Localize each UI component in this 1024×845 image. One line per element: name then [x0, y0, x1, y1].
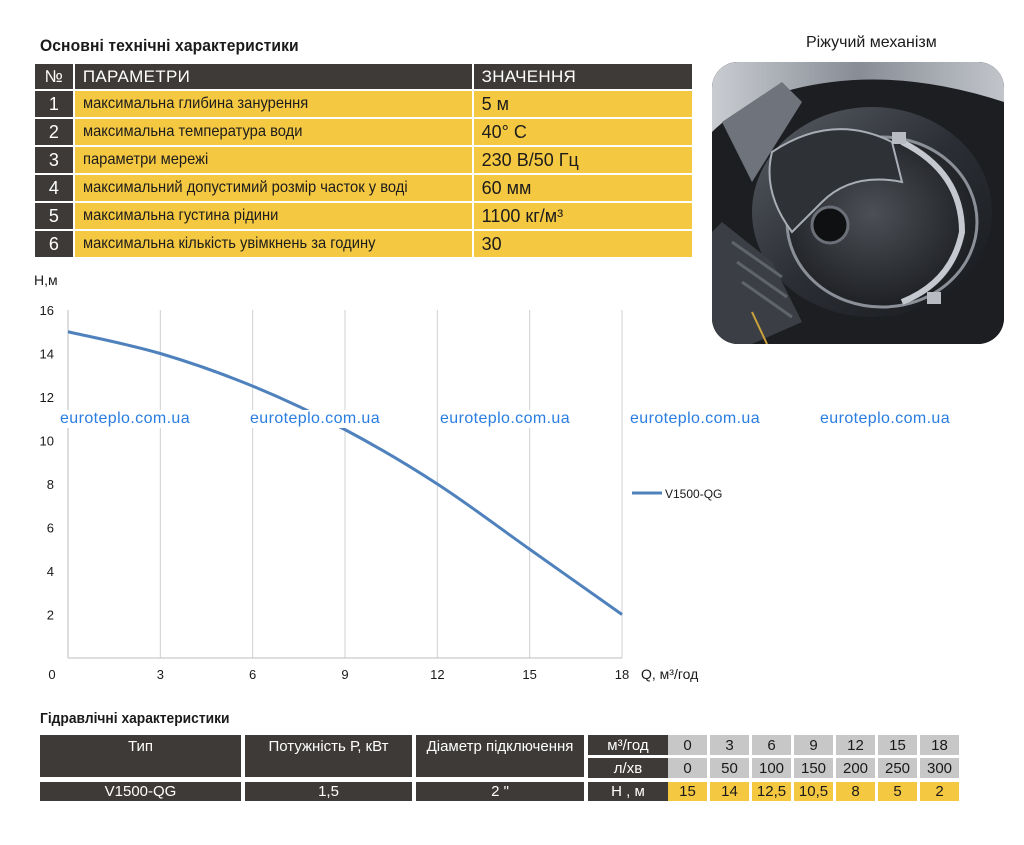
header-values: ЗНАЧЕННЯ: [474, 64, 692, 89]
y-tick-label: 4: [46, 564, 54, 579]
photo-caption: Ріжучий механізм: [806, 34, 937, 51]
spec-value: 60 мм: [474, 175, 692, 201]
spec-value: 5 м: [474, 91, 692, 117]
x-tick-label: 12: [430, 667, 445, 682]
watermark: euroteplo.com.ua: [630, 410, 761, 427]
spec-param: максимальна глибина занурення: [75, 91, 472, 117]
y-tick-label: 16: [39, 303, 54, 318]
header-diameter: Діаметр підключення: [416, 735, 584, 777]
flow-lmin-cell: 50: [710, 758, 749, 778]
hydraulics-title: Гідравлічні характеристики: [40, 710, 230, 727]
spec-table-header: [35, 64, 692, 89]
watermark: euroteplo.com.ua: [60, 410, 191, 427]
spec-value: 40° C: [474, 119, 692, 145]
x-tick-label: 15: [522, 667, 537, 682]
x-tick-label: 6: [249, 667, 257, 682]
head-m-cell: 5: [878, 782, 917, 801]
y-axis-label: Н,м: [34, 272, 58, 288]
flow-m3h-cell: 15: [878, 735, 917, 755]
spec-param: максимальна густина рідини: [75, 203, 472, 229]
y-tick-label: 10: [39, 433, 54, 449]
watermark: euroteplo.com.ua: [250, 410, 381, 427]
spec-row: [35, 147, 692, 173]
flow-m3h-cell: 0: [668, 735, 707, 755]
cutting-mechanism-illustration: [712, 62, 1004, 344]
watermark: euroteplo.com.ua: [440, 410, 571, 427]
performance-chart: [0, 268, 740, 693]
head-m-cell: 10,5: [794, 782, 833, 801]
spec-row: [35, 231, 692, 257]
spec-param: максимальна кількість увімкнень за годину: [75, 231, 472, 257]
x-axis-label: Q, м³/год: [641, 666, 699, 682]
spec-row: [35, 175, 692, 201]
spec-num: 6: [35, 231, 73, 257]
model-power: 1,5: [245, 782, 412, 801]
head-m-cell: 14: [710, 782, 749, 801]
flow-lmin-cell: 0: [668, 758, 707, 778]
header-power: Потужність Р, кВт: [245, 735, 412, 777]
watermark: euroteplo.com.ua: [820, 410, 951, 427]
flow-lmin-cell: 200: [836, 758, 875, 778]
header-num: №: [35, 64, 73, 89]
flow-m3h-cell: 18: [920, 735, 959, 755]
spec-value: 230 В/50 Гц: [474, 147, 692, 173]
spec-table: [35, 64, 692, 259]
flow-lmin-cell: 250: [878, 758, 917, 778]
spec-param: максимальна температура води: [75, 119, 472, 145]
x-tick-label: 9: [341, 667, 349, 682]
spec-value: 30: [474, 231, 692, 257]
model-diameter: 2 ": [416, 782, 584, 801]
flow-lmin-cell: 100: [752, 758, 791, 778]
spec-param: параметри мережі: [75, 147, 472, 173]
chart-svg: [0, 268, 740, 688]
chart-legend: [632, 487, 722, 501]
y-tick-label: 8: [46, 477, 54, 492]
y-tick-label: 6: [46, 520, 54, 536]
flow-lmin-cell: 300: [920, 758, 959, 778]
y-tick-label: 14: [39, 346, 54, 362]
spec-row: [35, 91, 692, 117]
x-tick-label: 3: [156, 667, 164, 682]
spec-row: [35, 119, 692, 145]
legend-label-v1500-qg: V1500-QG: [665, 487, 723, 501]
head-m-cell: 15: [668, 782, 707, 801]
row-label-head: Н , м: [588, 782, 668, 801]
spec-num: 2: [35, 119, 73, 145]
cutting-mechanism-photo: [712, 62, 1004, 344]
x-tick-label: 0: [48, 667, 56, 682]
flow-m3h-cell: 9: [794, 735, 833, 755]
x-tick-label: 18: [614, 667, 630, 682]
spec-num: 4: [35, 175, 73, 201]
flow-lmin-cell: 150: [794, 758, 833, 778]
head-m-cell: 12,5: [752, 782, 791, 801]
chart-grid: [68, 310, 622, 658]
spec-row: [35, 203, 692, 229]
spec-num: 3: [35, 147, 73, 173]
header-type: Тип: [40, 735, 241, 777]
y-tick-label: 12: [39, 390, 54, 405]
y-tick-labels: [40, 303, 54, 623]
head-m-cell: 2: [920, 782, 959, 801]
row-label-m3h: м³/год: [588, 735, 668, 755]
y-tick-label: 2: [46, 607, 54, 623]
flow-m3h-cell: 3: [710, 735, 749, 755]
head-m-cell: 8: [836, 782, 875, 801]
spec-num: 5: [35, 203, 73, 229]
header-params: ПАРАМЕТРИ: [75, 64, 472, 89]
row-label-lmin: л/хв: [588, 758, 668, 778]
spec-value: 1100 кг/м³: [474, 203, 692, 229]
flow-m3h-cell: 6: [752, 735, 791, 755]
x-tick-labels: [48, 667, 629, 682]
spec-param: максимальний допустимий розмір часток у воді: [75, 175, 472, 201]
page-title: Основні технічні характеристики: [40, 36, 299, 55]
spec-num: 1: [35, 91, 73, 117]
flow-m3h-cell: 12: [836, 735, 875, 755]
model-type: V1500-QG: [40, 782, 241, 801]
